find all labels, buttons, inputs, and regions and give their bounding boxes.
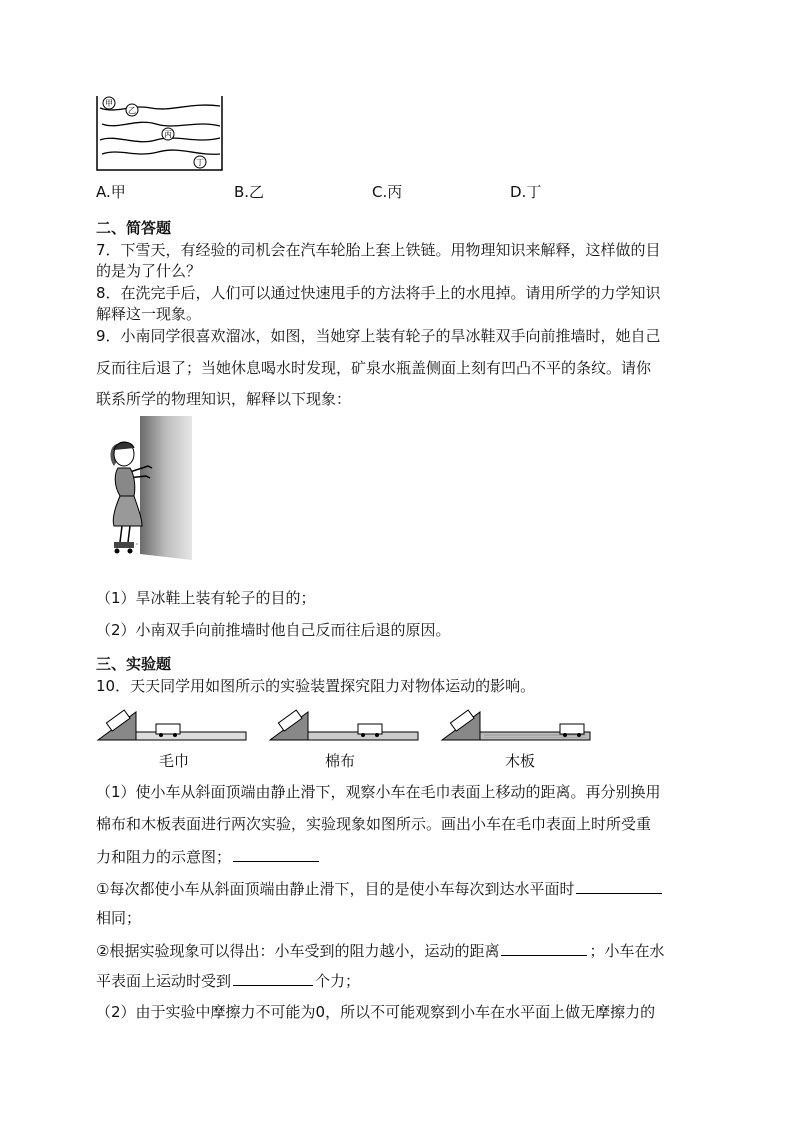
p1-line3-text: 力和阻力的示意图；	[96, 848, 232, 866]
p3-line1-text-a: ②根据实验现象可以得出：小车受到的阻力越小，运动的距离	[96, 942, 500, 960]
p3-line2	[96, 970, 360, 991]
river-label-bing: 丙	[164, 130, 172, 139]
q8-line2: 解释这一现象。	[96, 305, 202, 323]
p3-line2-text-b: 个力；	[315, 972, 361, 990]
answer-blank-3[interactable]	[501, 940, 587, 956]
q9-line3: 联系所学的物理知识，解释以下现象：	[96, 390, 352, 408]
p1-line3	[96, 846, 321, 867]
q8-line1: 8．在洗完手后，人们可以通过快速甩手的方法将手上的水甩掉。请用所学的力学知识	[96, 284, 661, 302]
q9-sub1: （1）旱冰鞋上装有轮子的目的；	[96, 589, 316, 607]
p1-line1: （1）使小车从斜面顶端由静止滑下，观察小车在毛巾表面上移动的距离。再分别换用	[96, 783, 661, 801]
p3-line2-text-a: 平表面上运动时受到	[96, 972, 232, 990]
ramp-figure-wood	[440, 704, 592, 744]
q9-line2: 反而往后退了；当她休息喝水时发现，矿泉水瓶盖侧面上刻有凹凸不平的条纹。请你	[96, 359, 652, 377]
p4-line1: （2）由于实验中摩擦力不可能为0，所以不可能观察到小车在水平面上做无摩擦力的	[96, 1003, 656, 1021]
option-a: A.甲	[96, 183, 126, 201]
q9-line1: 9．小南同学很喜欢溜冰，如图，当她穿上装有轮子的旱冰鞋双手向前推墙时，她自己	[96, 327, 661, 345]
answer-blank-2[interactable]	[576, 878, 662, 894]
p3-line1	[96, 940, 664, 961]
p1-line2: 棉布和木板表面进行两次实验，实验现象如图所示。画出小车在毛巾表面上时所受重	[96, 815, 652, 833]
q10-line: 10．天天同学用如图所示的实验装置探究阻力对物体运动的影响。	[96, 677, 536, 695]
p2-line1-text: ①每次都使小车从斜面顶端由静止滑下，目的是使小车每次到达水平面时	[96, 880, 575, 898]
p2-line2: 相同；	[96, 909, 142, 927]
option-b: B.乙	[234, 183, 265, 201]
option-d: D.丁	[510, 183, 542, 201]
q7-line1: 7．下雪天，有经验的司机会在汽车轮胎上套上铁链。用物理知识来解释，这样做的目	[96, 241, 661, 259]
river-figure	[96, 96, 224, 172]
q9-sub2: （2）小南双手向前推墙时他自己反而往后退的原因。	[96, 621, 451, 639]
option-c: C.丙	[372, 183, 403, 201]
q7-line2: 的是为了什么？	[96, 262, 202, 280]
ramp-caption-towel: 毛巾	[158, 752, 189, 770]
answer-blank-1[interactable]	[233, 846, 319, 862]
p3-line1-text-b: ；小车在水	[589, 942, 665, 960]
section-heading-short-answer: 二、简答题	[96, 219, 172, 237]
ramp-figure-towel	[96, 704, 248, 744]
ramp-caption-wood: 木板	[504, 752, 535, 770]
answer-blank-4[interactable]	[233, 970, 313, 986]
ramp-figure-cotton	[268, 704, 420, 744]
p2-line1	[96, 878, 664, 899]
ramp-caption-cotton: 棉布	[324, 752, 355, 770]
river-label-yi: 乙	[128, 106, 136, 115]
section-heading-experiment: 三、实验题	[96, 655, 172, 673]
skater-figure	[104, 414, 196, 562]
river-label-ding: 丁	[196, 158, 204, 167]
river-label-jia: 甲	[105, 99, 113, 108]
